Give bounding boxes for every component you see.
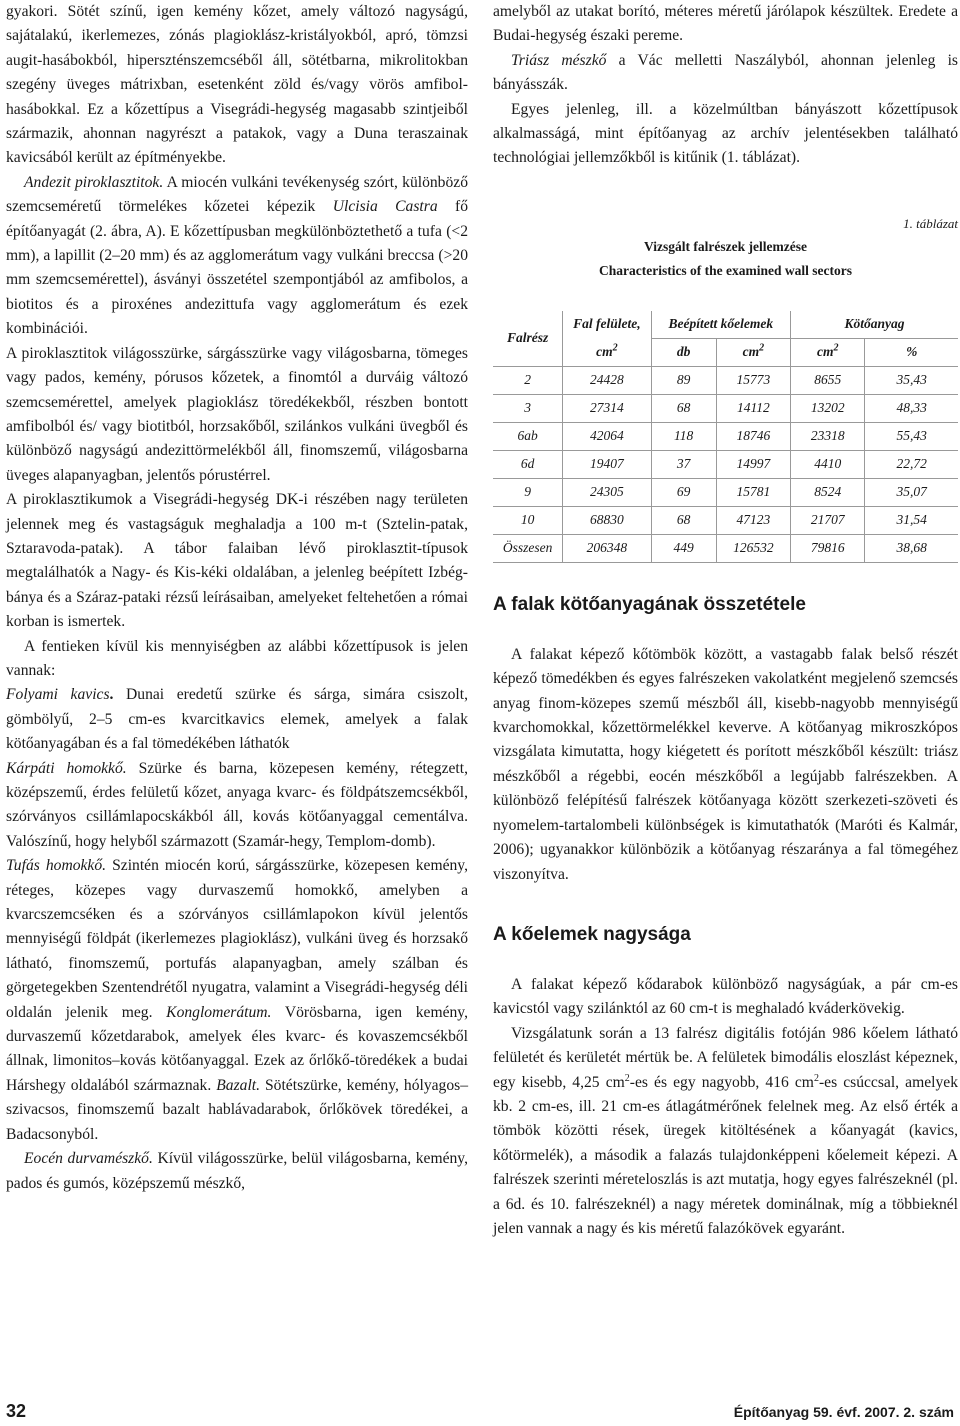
text-segment: Szürke és barna, közepesen kemény, rétegzett, középszemű, érdes felületű kőzet, anyaga kvarc- és földpátszemcsékből, szórványos csillámlapocskákból áll, kovás kötőanyaggal cementálva. Valószínű, hogy helyből származott (Szamár-hegy, Templom-domb). <box>6 759 468 850</box>
table-cell: 126532 <box>716 534 790 562</box>
table-cell: 15781 <box>716 478 790 506</box>
table-row <box>493 506 958 534</box>
paragraph-river-gravel <box>6 683 468 756</box>
text-segment: -es és egy nagyobb, 416 cm <box>629 1073 814 1091</box>
table-cell: 6d <box>493 450 563 478</box>
page-number: 32 <box>6 1401 27 1421</box>
paragraph-flagstones: amelyből az utakat borító, méteres méretű járólapok készültek. Eredete a Budai-hegység északi pereme. <box>493 3 958 45</box>
left-column <box>6 0 468 1196</box>
table-cell: 27314 <box>563 394 651 422</box>
table-cell: 19407 <box>563 450 651 478</box>
table-cell: 38,68 <box>865 534 958 562</box>
header-cm2 <box>563 338 651 366</box>
header-beepitett-koelemek: Beépített kőelemek <box>651 311 790 339</box>
table-cell: 9 <box>493 478 563 506</box>
header-cm2-binder <box>791 338 865 366</box>
header-falresz: Falrész <box>506 330 549 346</box>
text-segment: Vizsgálatunk során a 13 falrész digitális fotóján 986 kőelem látható felületét és kerületét mértük be. A felületek bimodális eloszlást képeznek, egy kisebb, 4,25 cm <box>493 1024 958 1091</box>
table-cell: 18746 <box>716 422 790 450</box>
table-cell: 42064 <box>563 422 651 450</box>
header-cm2-elements <box>716 338 790 366</box>
table-reference: 1. táblázat <box>903 215 958 231</box>
table-caption <box>493 235 958 283</box>
term-konglomeratum: Konglomerátum. <box>166 1003 272 1021</box>
table-title-hu: Vizsgált falrészek jellemzése <box>644 238 807 254</box>
text-segment: a Vác melletti Naszályból, ahonnan jelenleg is bányásszák. <box>493 51 959 94</box>
paragraph-suitability: Egyes jelenleg, ill. a közelmúltban bányászott kőzettípusok alkalmasságá, mint építőanyag az archív jelentésekben található technológiai jellemzőkből is kitűnik (1. táblázat). <box>493 100 958 167</box>
table-cell: 24428 <box>563 366 651 394</box>
table-cell: 2 <box>493 366 563 394</box>
journal-footer: Építőanyag 59. évf. 2007. 2. szám <box>733 1404 954 1420</box>
text-segment: Sötétszürke, kemény, hólyagos–szivacsos, finomszemű bazalt hablávadarabok, őrlőkövek töredékei, a Badacsonyból. <box>6 1076 468 1143</box>
table-cell: 35,43 <box>865 366 958 394</box>
table-cell: 118 <box>651 422 716 450</box>
table-cell: 206348 <box>563 534 651 562</box>
table-cell: 37 <box>651 450 716 478</box>
term-triasz-meszko: Triász mészkő <box>511 51 607 69</box>
table-cell: 6ab <box>493 422 563 450</box>
superscript-2: 2 <box>833 342 839 354</box>
table-cell: 8524 <box>791 478 865 506</box>
paragraph-andesite-desc: gyakori. Sötét színű, igen kemény kőzet, amely változó nagyságú, sajátalakú, ikerlemezes, zónás plagioklász-kristályokból, apró, tömzsi augit-hasábokból, hiperszténszemcséből áll, sötétbarna, mikrolitokban szegény üveges mátrixban, esetenként zöld és/vagy vörös amfibol-hasábokkal. Ez a kőzettípus a Visegrádi-hegység magasabb szintjeiből származik, ahonnan nagyrészt a patakok, vagy a Duna teraszainak kavicsából került az építményekbe. <box>6 3 468 167</box>
term-bazalt: Bazalt. <box>216 1076 261 1094</box>
table-title-en: Characteristics of the examined wall sectors <box>598 262 853 278</box>
table-cell: 31,54 <box>865 506 958 534</box>
table-cell: 68 <box>651 506 716 534</box>
paragraph-other-rocks: A fentieken kívül kis mennyiségben az alábbi kőzettípusok is jelen vannak: <box>6 637 468 679</box>
text-segment: Dunai eredetű szürke és sárga, simára csiszolt, gömbölyű, 2–5 cm-es kvarcitkavics elemek, amelyek a falak kötőanyagában és a fal tömedékében láthatók <box>6 686 469 753</box>
superscript-2: 2 <box>624 1072 630 1084</box>
paragraph-pyroclastites-color: A piroklasztitok világosszürke, sárgásszürke vagy világosbarna, tömeges vagy pados, kemény, pórusos kőzetek, a finomtól a durváig változó szemcsemérettel, amelyek plagioklász töredékekből, részben bontott amfibolból és/ vagy biotitból, horzsakőből, szilánkos vulkáni üvegből és különböző nagyságú andezittörmelékből áll, finomszemű, világosbarna üveges alapanyagban, jelentős pórustérrel. <box>6 344 468 484</box>
table-cell: 24305 <box>563 478 651 506</box>
term-karpati-homokko: Kárpáti homokkő. <box>6 759 127 777</box>
paragraph-measurement <box>493 1022 958 1242</box>
table-cell: 79816 <box>791 534 865 562</box>
table-cell: Összesen <box>493 534 563 562</box>
text-segment: Szintén miocén korú, sárgásszürke, közepesen kemény, réteges, közepes vagy durvaszemű homokkő, amelyben a kvarcszemcséken és a szórványos csillámlapokon kívül jelentős mennyiségű földpát (ikerlemezes plagioklász), vulkáni üveg és horzsakő látható, finomszemű, portufás alapanyagban, amely szálban és görgetegekben Szentendrétől nyugatra, valamint a Visegrádi-hegység déli oldalán jelenik meg. <box>6 857 468 1021</box>
table-row <box>493 422 958 450</box>
header-db: db <box>651 338 716 366</box>
text-segment: A miocén vulkáni tevékenység szórt, különböző szemcseméretű törmelékes kőzetei képezik <box>6 173 468 216</box>
term-folyami-kavics: Folyami kavics <box>6 686 110 704</box>
wall-sectors-table <box>493 311 958 563</box>
table-row <box>493 366 958 394</box>
table-cell: 14112 <box>716 394 790 422</box>
paragraph-tuffaceous-sandstone <box>6 854 468 1147</box>
term-andezit-piroklasztitok: Andezit piroklasztitok. <box>24 173 164 191</box>
unit-cm: cm <box>742 344 760 360</box>
table-cell: 23318 <box>791 422 865 450</box>
term-ulcisia-castra: Ulcisia Castra <box>332 198 438 216</box>
superscript-2: 2 <box>612 342 618 354</box>
paragraph-pyroclastics-occurrence: A piroklasztikumok a Visegrádi-hegység DK-i részében nagy területen jelennek meg és vastagságuk meghaladja a 100 m-t (Sztelin-patak, Sztaravoda-patak). A tábor falaiban lévő piroklasztit-típusok megtalálhatók a Nagy- és Kis-kéki oldalában, a jelenleg beépített Izbég-bánya és a Száraz-pataki rézsű leírásaiban, amelyeket feltehetően a római korban is ismertek. <box>6 491 468 631</box>
right-column <box>493 0 958 1241</box>
paragraph-eocene-limestone <box>6 1147 468 1196</box>
paragraph-triassic-limestone <box>493 49 958 98</box>
paragraph-carpathian-sandstone <box>6 757 468 855</box>
table-cell: 47123 <box>716 506 790 534</box>
table-cell: 89 <box>651 366 716 394</box>
table-cell: 10 <box>493 506 563 534</box>
header-kotoanyag: Kötőanyag <box>791 311 958 339</box>
table-cell: 14997 <box>716 450 790 478</box>
unit-cm: cm <box>596 343 613 359</box>
section-heading-stone-size: A kőelemek nagysága <box>493 923 691 945</box>
table-row <box>493 394 958 422</box>
unit-cm: cm <box>817 344 834 360</box>
text-segment: fő építőanyagát (2. ábra, A). E kőzettípusban megkülönböztethető a tufa (<2 mm), a lapillit (2–20 mm) és az agglomerátum vagy vulkáni breccsa (>20 mm szemcsemérettel), ásványi összetétel szempontjából az amfibolos, a biotitos és a piroxénes andezittufa vagy agglomerátum és ezek kombinációi. <box>6 198 469 338</box>
section-heading-binder: A falak kötőanyagának összetétele <box>493 593 806 615</box>
term-eocen-durvameszko: Eocén durvamészkő. <box>24 1150 153 1168</box>
table-cell: 22,72 <box>865 450 958 478</box>
table-cell: 21707 <box>791 506 865 534</box>
paragraph-stone-size: A falakat képező kődarabok különböző nagyságúak, a pár cm-es kavicstól vagy szilánktól az 60 cm-t is meghaladó kváderkövekig. <box>493 975 958 1018</box>
text-segment: Kívül világosszürke, belül világosbarna, kemény, pados és gumós, középszemű mészkő, <box>6 1150 468 1192</box>
table-cell: 8655 <box>791 366 865 394</box>
header-fal-felulete: Fal felülete, <box>563 311 651 339</box>
text-segment: -es csúccsal, amelyek kb. 2 cm-es, ill. 21 cm-es átlagátmérőnek felelnek meg. Az első érték a tömbök közötti rések, üregek kitöltésének a kőanyagát (kavics, kőtörmelék), a második a falazás tulajdonképpeni kőelemeit képezi. A falrészek szerinti méreteloszlás is azt mutatja, hogy egyes falrészeknél (pl. a 6d. és 10. falrészeknél) a nagy méretek dominálnak, míg a többieknél jelen vannak a nagy és kis méretű falazókövek egyaránt. <box>493 1073 958 1237</box>
table-cell: 13202 <box>791 394 865 422</box>
header-percent: % <box>865 338 958 366</box>
text-segment: Vörösbarna, igen kemény, durvaszemű kőzetdarabok, amelyek éles kvarc- és kovaszemcsékből állnak, limonitos–kovás kötőanyaggal. Ezek az őrlőkő-töredékek a budai Hárshegy oldalából származnak. <box>6 1003 468 1094</box>
paragraph-andesite-pyroclastites <box>6 171 468 342</box>
table-cell: 48,33 <box>865 394 958 422</box>
table-cell: 68 <box>651 394 716 422</box>
table-cell: 35,07 <box>865 478 958 506</box>
table-cell: 55,43 <box>865 422 958 450</box>
table-cell: 4410 <box>791 450 865 478</box>
term-tufas-homokko: Tufás homokkő. <box>6 857 107 875</box>
table-cell: 69 <box>651 478 716 506</box>
superscript-2: 2 <box>759 342 765 354</box>
paragraph-binder: A falakat képező kőtömbök között, a vastagabb falak belső részét képező tömedékben és egyes falrészeken vakolatként megjelenő szemcsés anyag finom-közepes szemű mészből áll, kisebb-nagyobb mennyiségű kvarchomokkal, kőzettörmelékkel keverve. A kötőanyag mikroszkópos vizsgálata kimutatta, hogy kiégetett és porított mészkőből készült: triász mészkőből a régebbi, eocén mészkőből a legújabb falrészekben. A különböző felépítésű falrészek kötőanyaga között szerkezeti-szöveti és nyomelem-tartalombeli különbségek is kimutathatók (Maróti és Kalmár, 2006); ugyanakkor különbözik a kötőanyag részaránya a fal tömegéhez viszonyítva. <box>493 645 958 883</box>
text-segment: . <box>109 686 114 704</box>
table-cell: 68830 <box>563 506 651 534</box>
table-row-total <box>493 534 958 562</box>
table-row <box>493 450 958 478</box>
superscript-2: 2 <box>813 1072 819 1084</box>
table-cell: 3 <box>493 394 563 422</box>
table-cell: 15773 <box>716 366 790 394</box>
table-row <box>493 478 958 506</box>
table-cell: 449 <box>651 534 716 562</box>
